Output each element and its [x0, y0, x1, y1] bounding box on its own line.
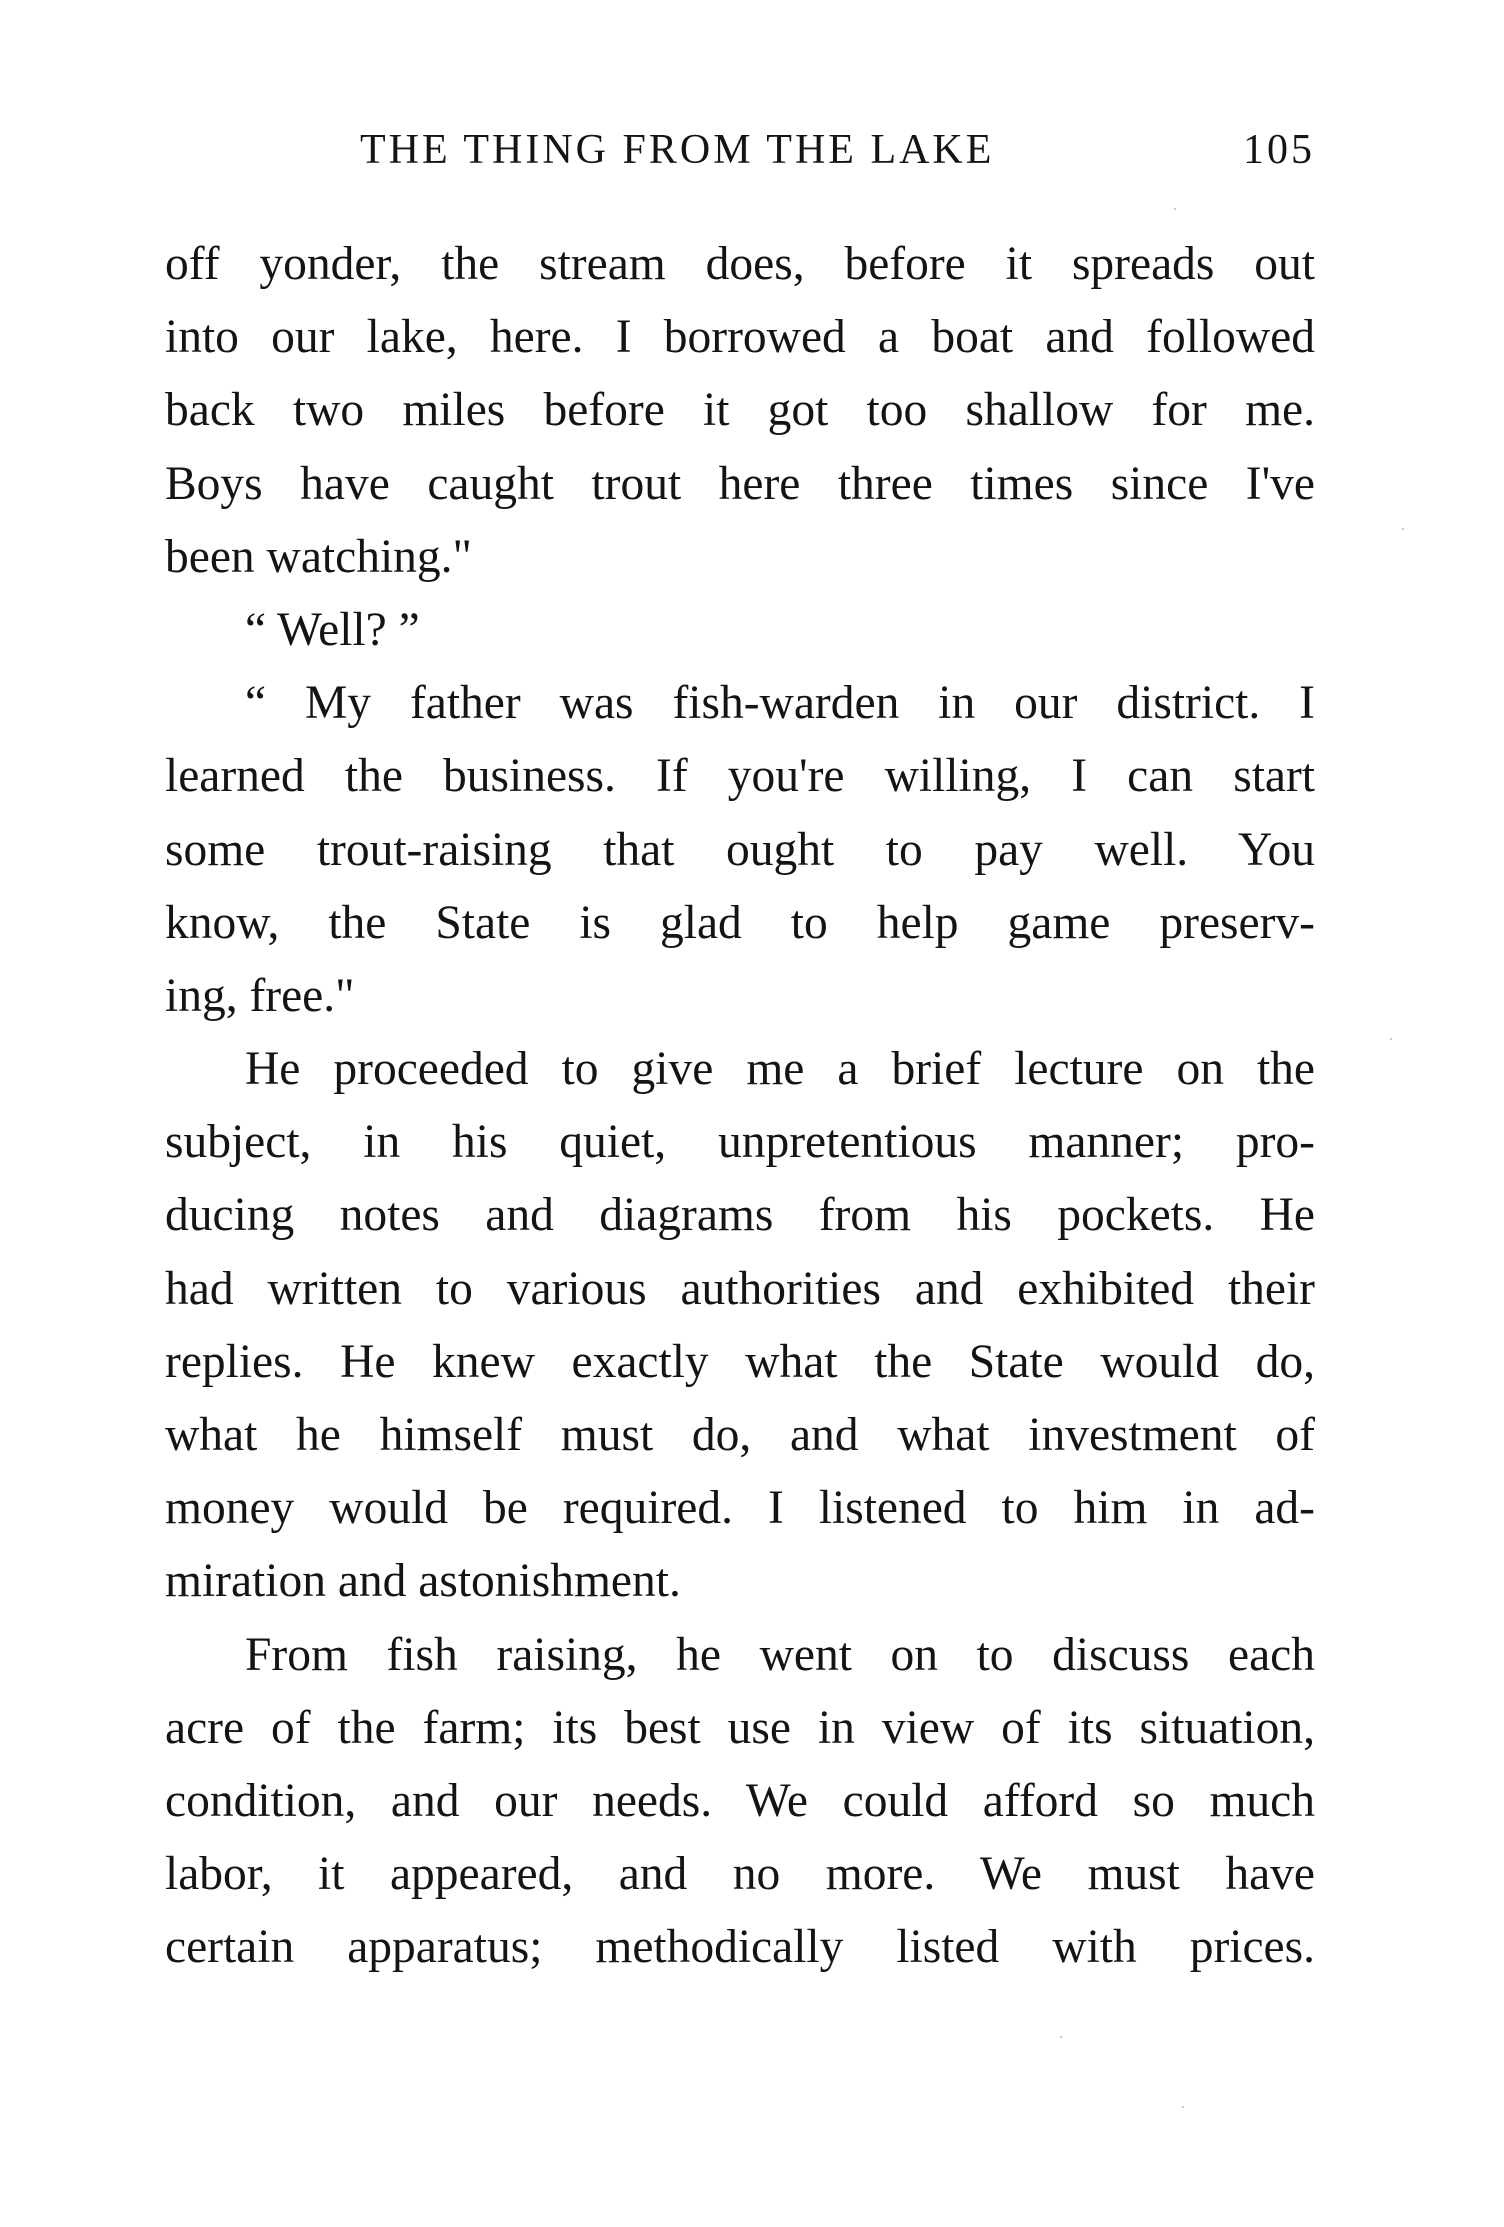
text-line: been watching.": [165, 530, 472, 583]
text-line: “ Well? ”: [245, 603, 420, 656]
text-line: ducing notes and diagrams from his pockets. He: [165, 1189, 1315, 1242]
text-line: money would be required. I listened to him in ad-: [165, 1482, 1315, 1535]
text-line: acre of the farm; its best use in view of its situation,: [165, 1701, 1315, 1754]
running-head: THE THING FROM THE LAKE: [360, 127, 995, 173]
text-line: From fish raising, he went on to discuss each: [245, 1628, 1315, 1681]
paper-speck: [1390, 1038, 1392, 1040]
text-line: subject, in his quiet, unpretentious manner; pro-: [165, 1116, 1315, 1169]
text-line: miration and astonishment.: [165, 1555, 681, 1608]
text-line: learned the business. If you're willing, I can start: [165, 750, 1315, 803]
page-number: 105: [1243, 127, 1315, 173]
paper-speck: [1402, 528, 1404, 530]
text-line: He proceeded to give me a brief lecture on the: [245, 1043, 1315, 1096]
text-line: certain apparatus; methodically listed with prices.: [165, 1921, 1315, 1974]
text-line: off yonder, the stream does, before it spreads out: [165, 238, 1315, 290]
text-line: Boys have caught trout here three times since I've: [165, 457, 1315, 510]
paper-speck: [1060, 2036, 1062, 2038]
body-text: [165, 228, 1315, 1985]
text-line: some trout-raising that ought to pay well. You: [165, 823, 1315, 876]
text-line: what he himself must do, and what investment of: [165, 1409, 1315, 1461]
text-line: had written to various authorities and exhibited their: [165, 1262, 1315, 1315]
text-line: back two miles before it got too shallow for me.: [165, 384, 1315, 437]
text-line: labor, it appeared, and no more. We must have: [165, 1848, 1315, 1901]
text-line: into our lake, here. I borrowed a boat and followed: [165, 311, 1315, 364]
text-line: ing, free.": [165, 969, 355, 1022]
paper-speck: [1174, 208, 1176, 210]
text-line: “ My father was fish-warden in our district. I: [245, 677, 1315, 730]
paper-speck: [1182, 2106, 1184, 2108]
text-line: condition, and our needs. We could afford so much: [165, 1774, 1315, 1827]
page-header: [165, 126, 1315, 186]
text-line: know, the State is glad to help game preserv-: [165, 896, 1315, 949]
text-line: replies. He knew exactly what the State would do,: [165, 1335, 1315, 1388]
